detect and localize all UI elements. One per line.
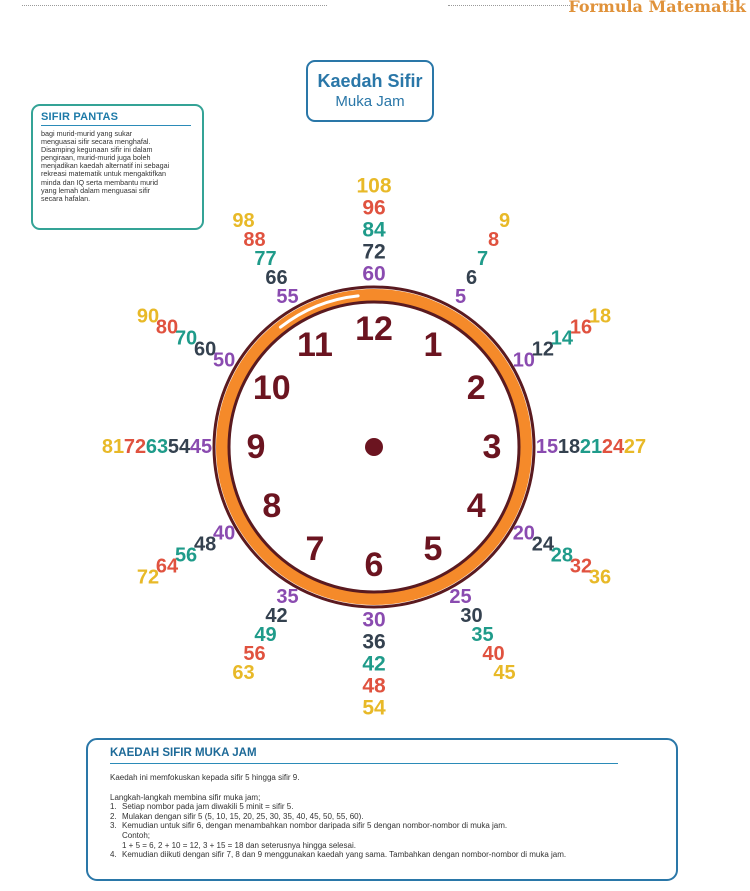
kaedah-step-number: 3. bbox=[110, 821, 117, 831]
clock-ray-number: 28 bbox=[550, 544, 574, 567]
clock-hour-numeral: 12 bbox=[355, 310, 393, 348]
clock-ray-number: 55 bbox=[276, 286, 299, 309]
clock-ray-number: 24 bbox=[601, 436, 625, 458]
clock-ray-number: 40 bbox=[482, 642, 505, 665]
clock-ray-number: 84 bbox=[362, 218, 386, 242]
clock-ray-number: 77 bbox=[254, 248, 277, 271]
clock-hour-numeral: 2 bbox=[466, 369, 486, 407]
clock-ray-number: 35 bbox=[471, 623, 494, 646]
clock-ray-number: 90 bbox=[136, 305, 160, 328]
clock-ray-number: 42 bbox=[265, 604, 288, 627]
clock-ray-number: 16 bbox=[569, 316, 593, 339]
sifir-pantas-line: menjadikan kaedah alternatif ini sebagai bbox=[41, 161, 170, 171]
clock-ray-number: 8 bbox=[487, 229, 500, 252]
clock-ray-number: 50 bbox=[213, 349, 236, 372]
kaedah-steps-heading: Langkah-langkah membina sifir muka jam; bbox=[110, 792, 261, 802]
clock-ray-number: 63 bbox=[145, 436, 169, 458]
clock-ray-number: 56 bbox=[174, 544, 198, 567]
clock-ray-number: 108 bbox=[356, 174, 392, 198]
clock-hour-numeral: 3 bbox=[482, 428, 502, 466]
clock-center-dot bbox=[365, 438, 383, 456]
kaedah-step bbox=[110, 802, 656, 812]
clock-hour-numeral: 4 bbox=[466, 487, 486, 525]
sifir-pantas-line: secara hafalan. bbox=[41, 193, 91, 203]
kaedah-example: 1 + 5 = 6, 2 + 10 = 12, 3 + 15 = 18 dan seterusnya hingga selesai. bbox=[122, 840, 356, 850]
clock-ray-number: 40 bbox=[213, 522, 236, 545]
clock-hour-numeral: 5 bbox=[423, 530, 443, 569]
clock-ray-number: 45 bbox=[493, 662, 516, 685]
title-main: Kaedah Sifir bbox=[317, 71, 423, 91]
clock-ray-number: 30 bbox=[460, 604, 483, 627]
clock-ray-number: 18 bbox=[557, 436, 581, 458]
clock-hour-numeral: 11 bbox=[297, 325, 333, 364]
clock-ray-number: 7 bbox=[476, 248, 489, 271]
clock-ray-number: 20 bbox=[512, 522, 535, 545]
sifir-pantas-title: SIFIR PANTAS bbox=[41, 111, 119, 123]
sifir-pantas-line: minda dan IQ serta membantu murid bbox=[41, 177, 159, 187]
clock-hour-numeral: 6 bbox=[364, 546, 384, 584]
clock-ray-number: 35 bbox=[276, 585, 299, 608]
clock-ray-number: 66 bbox=[265, 267, 288, 290]
clock-ray-number: 6 bbox=[465, 267, 478, 290]
clock-ray-number: 70 bbox=[174, 327, 198, 350]
clock-ray-number: 72 bbox=[362, 240, 386, 264]
sifir-pantas-line: Disamping kegunaan sifir ini dalam bbox=[41, 145, 153, 155]
clock-ray-number: 60 bbox=[194, 338, 217, 361]
clock-ray-number: 88 bbox=[243, 229, 266, 252]
brand-title: Formula Matematik bbox=[568, 0, 746, 16]
clock-hour-numeral: 7 bbox=[305, 530, 325, 569]
clock-ray-number: 18 bbox=[588, 305, 612, 328]
clock-ray-number: 10 bbox=[512, 349, 535, 372]
clock-ray-number: 63 bbox=[232, 662, 255, 685]
clock-ray-number: 21 bbox=[579, 436, 603, 458]
clock-ray-number: 54 bbox=[167, 436, 191, 458]
clock-ray-number: 48 bbox=[362, 674, 386, 698]
kaedah-step-text: Kemudian untuk sifir 6, dengan menambahkan nombor daripada sifir 5 dengan nombor-nombor di muka jam. bbox=[122, 821, 508, 831]
clock-ray-number: 72 bbox=[123, 436, 147, 458]
sifir-pantas-line: menguasai sifir secara menghafal. bbox=[41, 137, 151, 147]
kaedah-step-text: Mulakan dengan sifir 5 (5, 10, 15, 20, 25, 30, 35, 40, 45, 50, 55, 60). bbox=[122, 811, 364, 821]
kaedah-step bbox=[110, 812, 656, 822]
clock-ray-number: 98 bbox=[232, 209, 255, 232]
clock-ray-number: 24 bbox=[531, 533, 554, 556]
clock-hour-numeral: 8 bbox=[262, 487, 282, 525]
kaedah-step-text: Setiap nombor pada jam diwakili 5 minit = sifir 5. bbox=[122, 802, 294, 812]
clock-ray-number: 12 bbox=[531, 338, 554, 361]
kaedah-divider bbox=[110, 763, 618, 764]
clock-ray-number: 5 bbox=[454, 286, 467, 309]
clock-ray-number: 15 bbox=[535, 436, 559, 458]
sifir-pantas-line: bagi murid-murid yang sukar bbox=[41, 129, 133, 138]
sifir-pantas-line: pengiraan, murid-murid juga boleh bbox=[41, 153, 151, 163]
clock-hour-numeral: 1 bbox=[423, 325, 443, 364]
clock-ray-number: 9 bbox=[498, 209, 511, 232]
kaedah-step-number: 2. bbox=[110, 811, 117, 821]
clock-ray-number: 49 bbox=[254, 623, 277, 646]
clock-ray-number: 14 bbox=[550, 327, 574, 350]
kaedah-step bbox=[110, 850, 656, 860]
sifir-pantas-line: yang lemah dalam menguasai sifir bbox=[41, 185, 151, 195]
kaedah-step bbox=[110, 821, 656, 831]
title-subtitle: Muka Jam bbox=[335, 93, 405, 110]
clock-ray-number: 81 bbox=[101, 436, 125, 458]
clock-hour-numeral: 10 bbox=[252, 369, 291, 407]
kaedah-box bbox=[86, 738, 678, 881]
clock-ray-number: 96 bbox=[362, 196, 386, 220]
kaedah-title: KAEDAH SIFIR MUKA JAM bbox=[110, 747, 257, 759]
kaedah-step-text: Kemudian diikuti dengan sifir 7, 8 dan 9 menggunakan kaedah yang sama. Tambahkan dengan nombor-nombor di muka jam. bbox=[122, 850, 567, 860]
clock-ray-number: 56 bbox=[243, 642, 266, 665]
clock-ray-number: 48 bbox=[194, 533, 217, 556]
kaedah-example-label: Contoh; bbox=[122, 830, 151, 840]
clock-ray-number: 42 bbox=[362, 652, 386, 676]
clock-ray-number: 54 bbox=[362, 696, 386, 720]
clock-ray-number: 36 bbox=[588, 566, 612, 589]
kaedah-intro: Kaedah ini memfokuskan kepada sifir 5 hingga sifir 9. bbox=[110, 773, 300, 782]
clock-ray-number: 64 bbox=[155, 555, 179, 578]
clock-ray-number: 36 bbox=[362, 630, 386, 654]
sifir-pantas-line: rekreasi matematik untuk mengaktifkan bbox=[41, 169, 167, 179]
clock-ray-number: 27 bbox=[623, 436, 647, 458]
clock-ray-number: 25 bbox=[449, 585, 472, 608]
clock-ray-number: 45 bbox=[189, 436, 213, 458]
clock-ray-number: 30 bbox=[362, 608, 386, 632]
clock-ray-number: 32 bbox=[569, 555, 593, 578]
clock-ray-number: 60 bbox=[362, 262, 386, 286]
clock-ray-number: 80 bbox=[155, 316, 179, 339]
clock-hour-numeral: 9 bbox=[246, 428, 266, 466]
kaedah-step-number: 4. bbox=[110, 850, 117, 860]
kaedah-step-number: 1. bbox=[110, 802, 117, 812]
clock-ray-number: 72 bbox=[136, 566, 160, 589]
